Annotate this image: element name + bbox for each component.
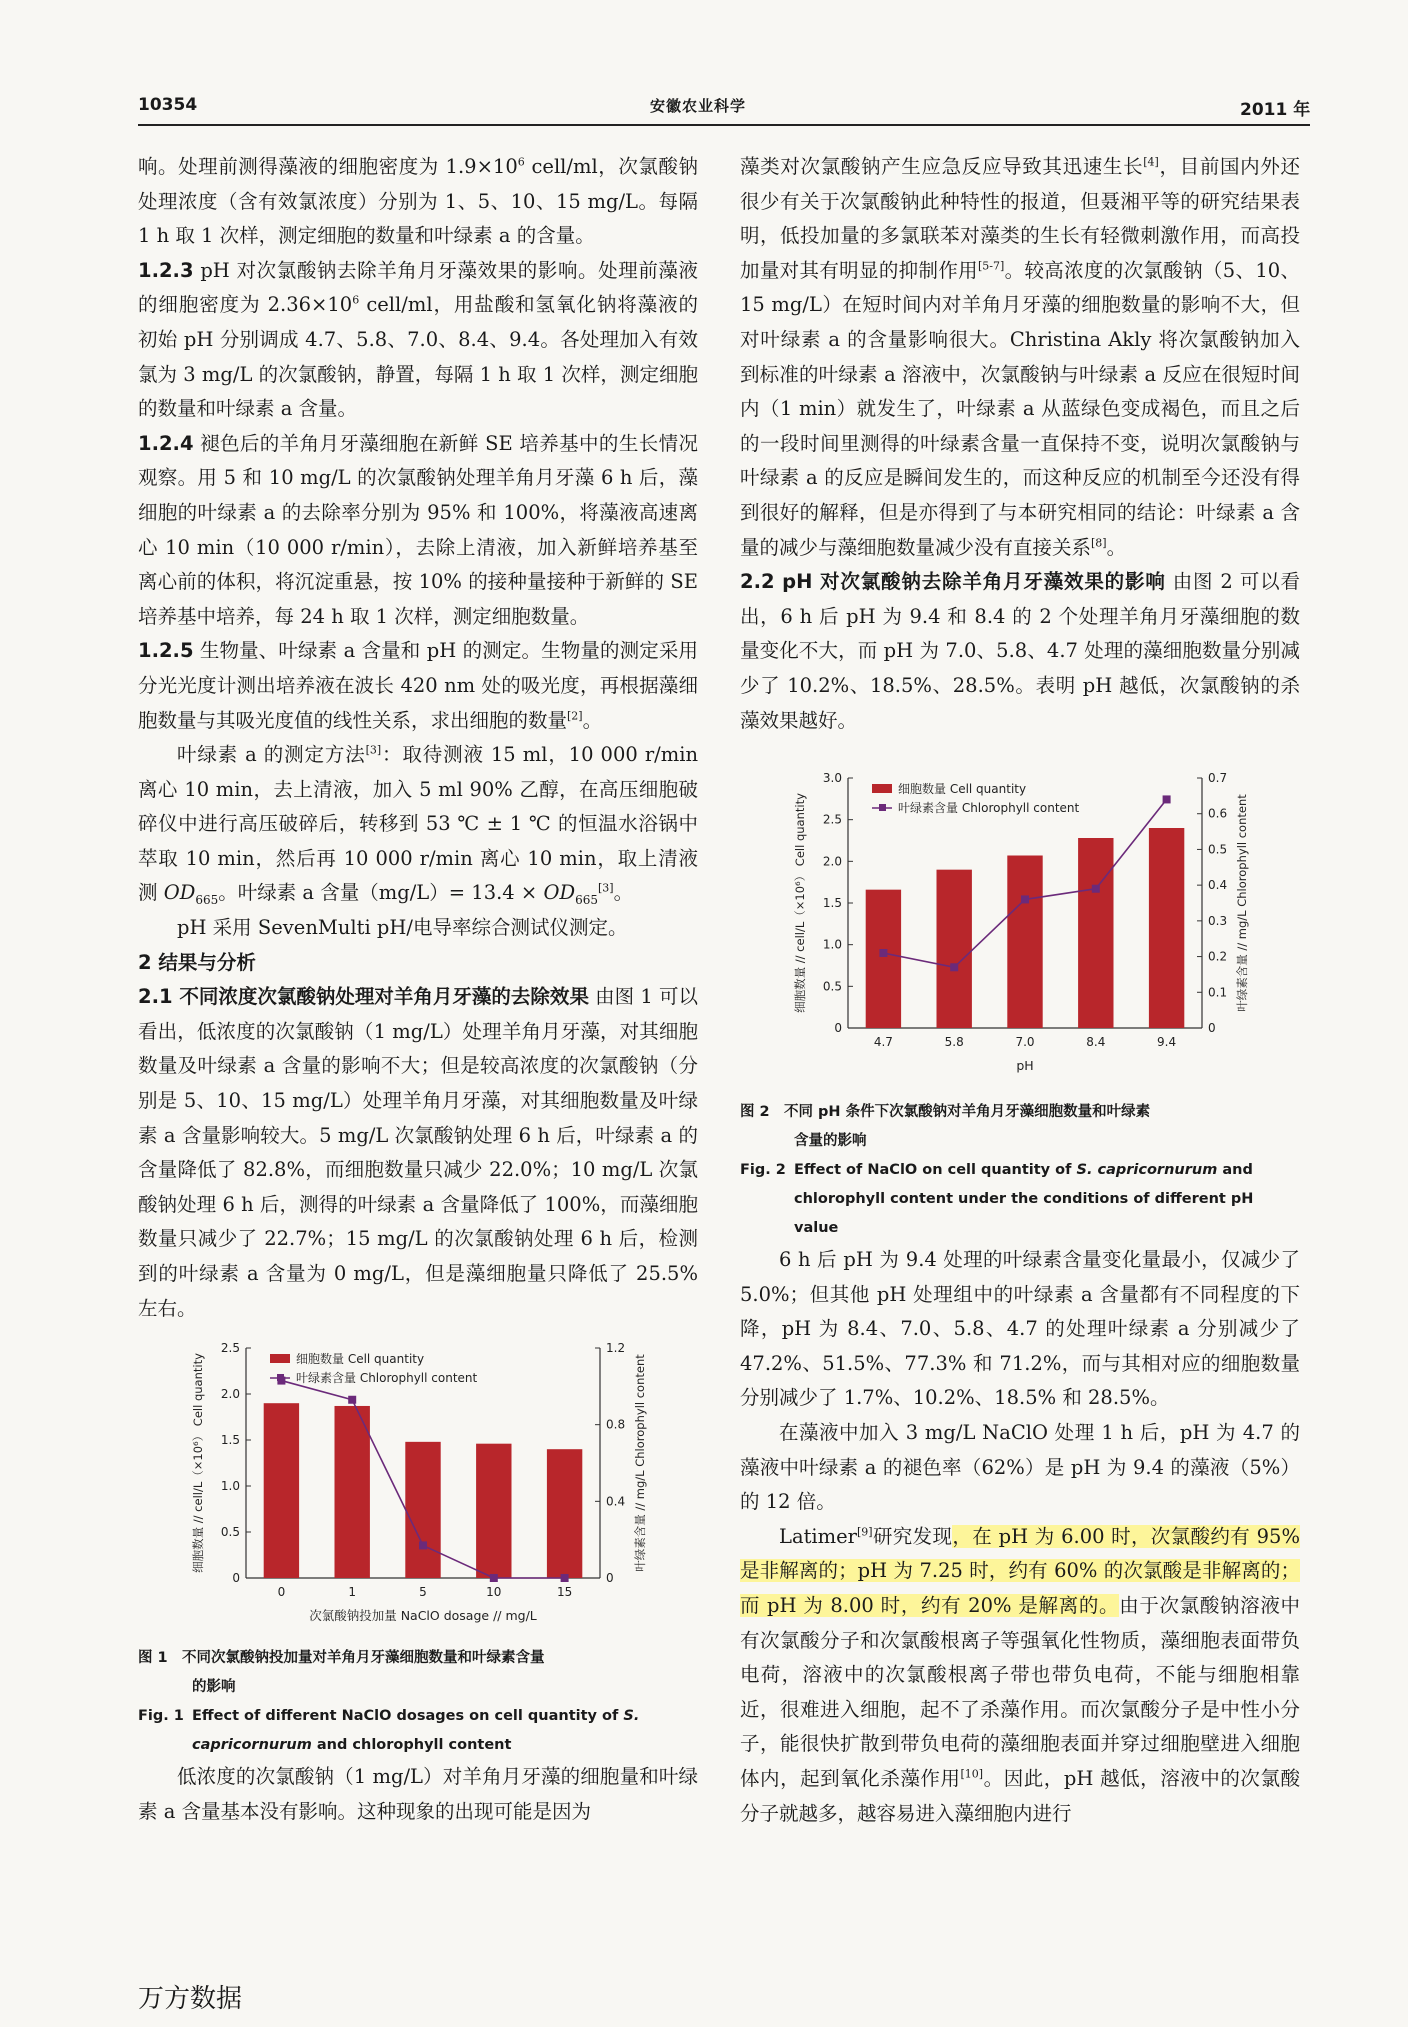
footer-watermark: 万方数据 xyxy=(138,1984,243,2014)
figure-2-chart xyxy=(740,768,1300,1088)
data-point xyxy=(348,1396,356,1404)
bar xyxy=(1078,838,1113,1028)
y-tick-label: 2.0 xyxy=(220,1387,240,1402)
paragraph: 低浓度的次氯酸钠（1 mg/L）对羊角月牙藻的细胞量和叶绿素 a 含量基本没有影响。这种现象的出现可能是因为 xyxy=(138,1765,698,1823)
bar xyxy=(937,870,972,1028)
y-tick-label: 2.5 xyxy=(220,1341,240,1356)
legend-entry: 叶绿素含量 Chlorophyll content xyxy=(898,801,1080,816)
figure-2 xyxy=(740,768,1300,1243)
y-tick-label: 2.5 xyxy=(822,812,842,827)
bar xyxy=(264,1403,299,1578)
data-point xyxy=(1163,796,1171,804)
y2-tick-label: 0.7 xyxy=(1208,771,1228,786)
left-column xyxy=(138,150,698,1829)
data-point xyxy=(490,1574,498,1582)
y-tick-label: 0.5 xyxy=(822,979,842,994)
bar xyxy=(1149,828,1184,1028)
y2-tick-label: 0.4 xyxy=(1208,878,1228,893)
paragraph: 响。处理前测得藻液的细胞密度为 $1.9\times 10^6$ cell/ml，次氯酸钠处理浓度（含有效氯浓度）分别为 1、5、10、15 mg/L。每隔 1 h 取 1 次样，测定细胞的数量和叶绿素 a 的含量。 xyxy=(138,155,698,248)
highlighted-text: ，在 pH 为 6.00 时，次氯酸约有 95% 是非解离的；pH 为 7.25 时，约有 60% 的次氯酸是非解离的；而 pH 为 8.00 时，约有 20% 是解离的。 xyxy=(740,1524,1300,1618)
y2-axis-label: 叶绿素含量 // mg/L Chlorophyll content xyxy=(633,1354,647,1572)
x-tick-label: 10 xyxy=(486,1585,502,1600)
data-point xyxy=(561,1574,569,1582)
bar xyxy=(1007,856,1042,1029)
y-tick-label: 1.0 xyxy=(220,1479,240,1494)
y-tick-label: 3.0 xyxy=(822,771,842,786)
x-tick-label: 15 xyxy=(556,1585,573,1600)
section-1-2-5: 1.2.5 生物量、叶绿素 a 含量和 pH 的测定。生物量的测定采用分光光度计测出培养液在波长 420 nm 处的吸光度，再根据藻细胞数量与其吸光度值的线性关系，求出细胞的数量[2]。 xyxy=(138,639,698,732)
paragraph: 藻类对次氯酸钠产生应急反应导致其迅速生长[4]，目前国内外还很少有关于次氯酸钠此种特性的报道，但聂湘平等的研究结果表明，低投加量的多氯联苯对藻类的生长有轻微刺激作用，而高投加量对其有明显的抑制作用[5-7]。较高浓度的次氯酸钠（5、10、15 mg/L）在短时间内对羊角月牙藻的细胞数量的影响不大，但对叶绿素 a 的含量影响很大。Christina Akly 将次氯酸钠加入到标准的叶绿素 a 溶液中，次氯酸钠与叶绿素 a 反应在很短时间内（1 min）就发生了，叶绿素 a 从蓝绿色变成褐色，而且之后的一段时间里测得的叶绿素含量一直保持不变，说明次氯酸钠与叶绿素 a 的反应是瞬间发生的，而这种反应的机制至今还没有得到很好的解释，但是亦得到了与本研究相同的结论：叶绿素 a 含量的减少与藻细胞数量减少没有直接关系[8]。 xyxy=(740,155,1300,559)
legend-entry: 叶绿素含量 Chlorophyll content xyxy=(296,1371,478,1386)
x-tick-label: 5.8 xyxy=(944,1035,964,1050)
x-tick-label: 5 xyxy=(419,1585,427,1600)
y2-tick-label: 0.1 xyxy=(1208,985,1228,1000)
legend-swatch-bar xyxy=(872,784,892,793)
y-axis-label: 细胞数量 // cell/L（×10⁶） Cell quantity xyxy=(191,1353,205,1574)
bar xyxy=(866,890,901,1028)
y2-tick-label: 0.3 xyxy=(1208,913,1228,928)
data-point xyxy=(879,949,887,957)
data-point xyxy=(950,963,958,971)
bar xyxy=(547,1449,582,1578)
y2-tick-label: 0.4 xyxy=(606,1494,626,1509)
x-tick-label: 8.4 xyxy=(1086,1035,1106,1050)
paragraph: Latimer[9]研究发现，在 pH 为 6.00 时，次氯酸约有 95% 是非解离的；pH 为 7.25 时，约有 60% 的次氯酸是非解离的；而 pH 为 8.00 时，约有 20% 是解离的。由于次氯酸钠溶液中有次氯酸分子和次氯酸根离子等强氧化性物质，藻细胞表面带负电荷，溶液中的次氯酸根离子带也带负电荷，不能与细胞相靠近，很难进入细胞，起不了杀藻作用。而次氯酸分子是中性小分子，能很快扩散到带负电荷的藻细胞表面并穿过细胞壁进入细胞体内，起到氧化杀藻作用[10]。因此，pH 越低，溶液中的次氯酸分子就越多，越容易进入藻细胞内进行 xyxy=(740,1524,1300,1825)
data-point xyxy=(1092,885,1100,893)
section-2-1: 2.1 不同浓度次氯酸钠处理对羊角月牙藻的去除效果 由图 1 可以看出，低浓度的次氯酸钠（1 mg/L）处理羊角月牙藻，对其细胞数量及叶绿素 a 含量的影响不大；但是较高浓度的次氯酸钠（分别是 5、10、15 mg/L）处理羊角月牙藻，对其细胞数量及叶绿素 a 含量影响较大。5 mg/L 次氯酸钠处理 6 h 后，叶绿素 a 的含量降低了 82.8%，而细胞数量只减少 22.0%；10 mg/L 次氯酸钠处理 6 h 后，测得的叶绿素 a 含量降低了 100%，而藻细胞数量只减少了 22.7%；15 mg/L 的次氯酸钠处理 6 h 后，检测到的叶绿素 a 含量为 0 mg/L，但是藻细胞量只降低了 25.5% 左右。 xyxy=(138,985,698,1320)
data-point xyxy=(1021,896,1029,904)
legend-entry: 细胞数量 Cell quantity xyxy=(898,782,1027,797)
paragraph: 6 h 后 pH 为 9.4 处理的叶绿素含量变化量最小，仅减少了 5.0%；但其他 pH 处理组中的叶绿素 a 含量都有不同程度的下降，pH 为 8.4、7.0、5.8、4.7 的处理叶绿素 a 分别减少了 47.2%、51.5%、77.3% 和 71.2%，而与其相对应的细胞数量分别减少了 1.7%、10.2%、18.5% 和 28.5%。 xyxy=(740,1248,1300,1410)
x-tick-label: 9.4 xyxy=(1157,1035,1177,1050)
y2-tick-label: 0.5 xyxy=(1208,842,1228,857)
section-2-2: 2.2 pH 对次氯酸钠去除羊角月牙藻效果的影响 由图 2 可以看出，6 h 后 pH 为 9.4 和 8.4 的 2 个处理羊角月牙藻细胞的数量变化不大，而 pH 为 7.0、5.8、4.7 处理的藻细胞数量分别减少了 10.2%、18.5%、28.5%。表明 pH 越低，次氯酸钠的杀藻效果越好。 xyxy=(740,570,1300,732)
legend-swatch-marker xyxy=(277,1374,284,1381)
y-tick-label: 1.0 xyxy=(822,937,842,952)
y2-tick-label: 0 xyxy=(606,1571,614,1586)
y2-tick-label: 1.2 xyxy=(606,1341,626,1356)
x-tick-label: 4.7 xyxy=(873,1035,893,1050)
journal-title: 安徽农业科学 xyxy=(650,97,747,115)
ph-method: pH 采用 SevenMulti pH/电导率综合测试仪测定。 xyxy=(177,916,628,940)
chlorophyll-method: 叶绿素 a 的测定方法[3]：取待测液 15 ml，10 000 r/min 离心 10 min，去上清液，加入 5 ml 90% 乙醇，在高压细胞破碎仪中进行高压破碎后，转移到 53 ℃ ± 1 ℃ 的恒温水浴锅中萃取 10 min，然后再 10 000 r/min 离心 10 min，取上清液测 $OD_{665}$。叶绿素 a 含量$(mg/L)= 13.4 \times OD_{665}[3]$。 xyxy=(138,743,699,908)
y-tick-label: 0 xyxy=(834,1021,842,1036)
data-point xyxy=(419,1542,427,1550)
figure-2-caption: 图 2 不同 pH 条件下次氯酸钠对羊角月牙藻细胞数量和叶绿素 含量的影响 Fig. 2 Effect of NaClO on cell quantity of S. capricornurum and chlorophyll content under the conditions of different pH value xyxy=(740,1104,1254,1237)
x-axis-label: 次氯酸钠投加量 NaClO dosage // mg/L xyxy=(309,1608,537,1624)
bar xyxy=(476,1444,511,1578)
x-axis-label: pH xyxy=(1016,1058,1034,1074)
figure-1-chart xyxy=(138,1338,698,1638)
x-tick-label: 1 xyxy=(348,1585,357,1600)
right-column xyxy=(740,150,1300,1831)
bar xyxy=(405,1442,440,1578)
section-2-heading: 2 结果与分析 xyxy=(138,950,256,974)
y-tick-label: 0 xyxy=(232,1571,240,1586)
y-tick-label: 2.0 xyxy=(822,854,842,869)
figure-1-caption: 图 1 不同次氯酸钠投加量对羊角月牙藻细胞数量和叶绿素含量 的影响 Fig. 1 Effect of different NaClO dosages on cell quantity of S. capricornurum and chlorophyll content xyxy=(138,1650,640,1754)
header-rule xyxy=(138,124,1310,126)
y-tick-label: 1.5 xyxy=(822,896,842,911)
y2-tick-label: 0 xyxy=(1208,1021,1216,1036)
y2-axis-label: 叶绿素含量 // mg/L Chlorophyll content xyxy=(1235,794,1249,1012)
y2-tick-label: 0.8 xyxy=(606,1417,626,1432)
y-tick-label: 1.5 xyxy=(220,1433,240,1448)
y2-tick-label: 0.6 xyxy=(1208,806,1228,821)
legend-swatch-bar xyxy=(270,1354,290,1363)
y-tick-label: 0.5 xyxy=(220,1525,240,1540)
figure-1 xyxy=(138,1338,698,1760)
section-1-2-3: 1.2.3 pH 对次氯酸钠去除羊角月牙藻效果的影响。处理前藻液的细胞密度为 $2.36\times 10^6$ cell/ml，用盐酸和氢氧化钠将藻液的初始 pH 分别调成 4.7、5.8、7.0、8.4、9.4。各处理加入有效氯为 3 mg/L 的次氯酸钠，静置，每隔 1 h 取 1 次样，测定细胞的数量和叶绿素 a 含量。 xyxy=(138,258,698,421)
bar xyxy=(335,1406,370,1578)
x-tick-label: 7.0 xyxy=(1015,1035,1035,1050)
journal-year: 2011 年 xyxy=(1240,100,1311,120)
legend-entry: 细胞数量 Cell quantity xyxy=(296,1352,425,1367)
y-axis-label: 细胞数量 // cell/L（×10⁶） Cell quantity xyxy=(793,793,807,1013)
x-tick-label: 0 xyxy=(277,1585,286,1600)
y2-tick-label: 0.2 xyxy=(1208,949,1228,964)
section-1-2-4: 1.2.4 褪色后的羊角月牙藻细胞在新鲜 SE 培养基中的生长情况观察。用 5 和 10 mg/L 的次氯酸钠处理羊角月牙藻 6 h 后，藻细胞的叶绿素 a 的去除率分别为 95% 和 100%，将藻液高速离心 10 min（10 000 r/min），去除上清液，加入新鲜培养基至离心前的体积，将沉淀重悬，按 10% 的接种量接种于新鲜的 SE 培养基中培养，每 24 h 取 1 次样，测定细胞数量。 xyxy=(138,431,698,628)
paragraph: 在藻液中加入 3 mg/L NaClO 处理 1 h 后，pH 为 4.7 的藻液中叶绿素 a 的褪色率（62%）是 pH 为 9.4 的藻液（5%）的 12 倍。 xyxy=(740,1421,1300,1514)
legend-swatch-marker xyxy=(879,804,886,811)
page-number: 10354 xyxy=(138,95,198,115)
